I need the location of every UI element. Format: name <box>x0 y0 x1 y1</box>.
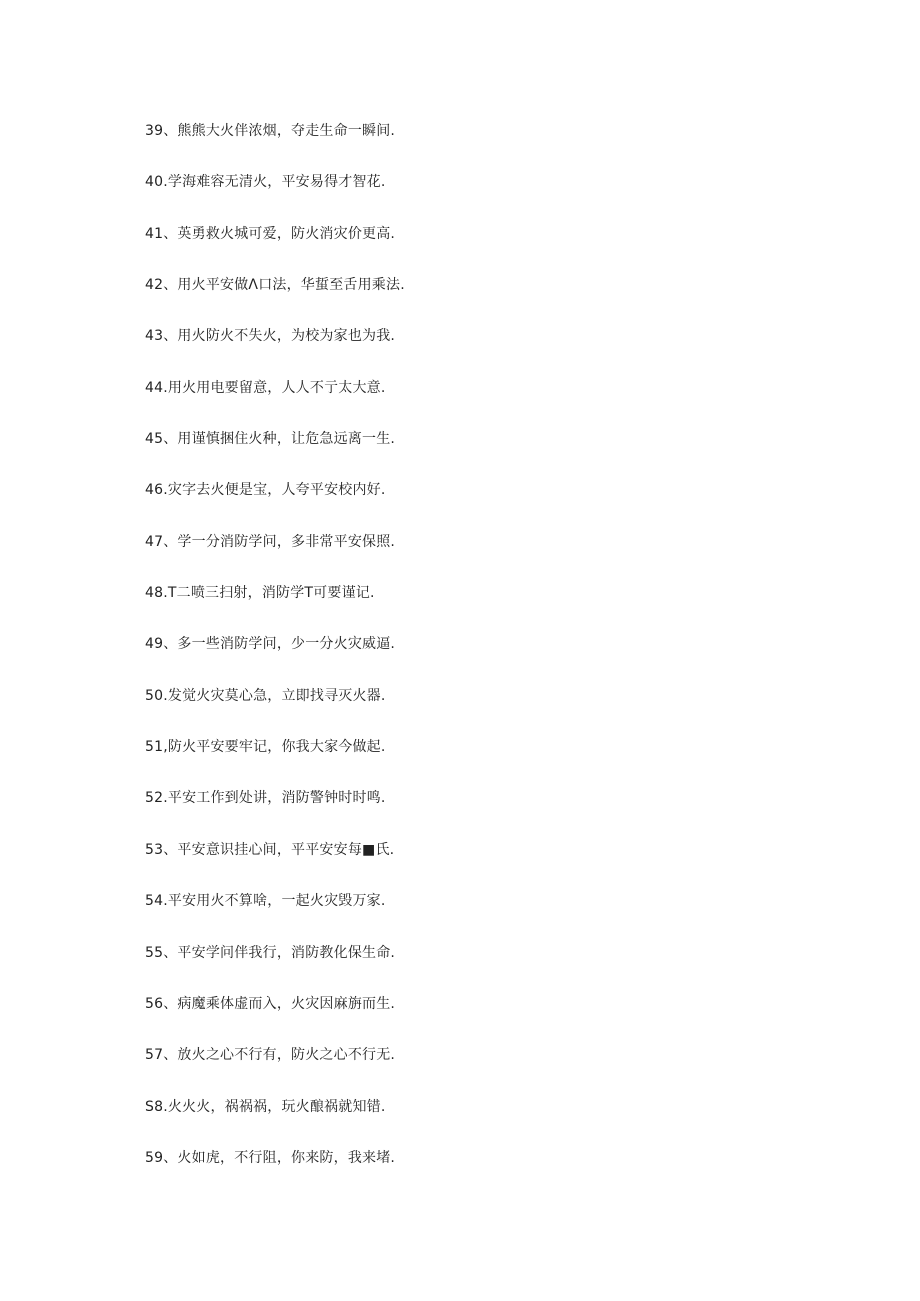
slogan-line: 40.学海难容无清火，平安易得才智花. <box>145 174 386 191</box>
slogan-line: 55、平安学问伴我行，消防教化保生命. <box>145 944 396 961</box>
slogan-line: 57、放火之心不行有，防火之心不行无. <box>145 1047 396 1064</box>
slogan-line: 44.用火用电要留意，人人不亍太大意. <box>145 379 386 396</box>
slogan-line: 56、病魔乘体虚而入，火灾因麻旃而生. <box>145 995 396 1012</box>
slogan-line: 43、用火防火不失火，为校为家也为我. <box>145 328 396 345</box>
slogan-line: 49、多一些消防学问，少一分火灾威逼. <box>145 636 396 653</box>
slogan-line: 47、学一分消防学问，多非常平安保照. <box>145 533 396 550</box>
slogan-line: 45、用谨慎捆住火种，让危急远离一生. <box>145 431 396 448</box>
slogan-line: 53、平安意识挂心间，平平安安每■氏. <box>145 841 395 858</box>
slogan-line: 41、英勇救火城可爱，防火消灾价更高. <box>145 225 396 242</box>
slogan-line: 42、用火平安做Λ口法，华蜇至舌用乘法. <box>145 277 405 294</box>
slogan-line: 59、火如虎，不行阻，你来防，我来堵. <box>145 1149 396 1166</box>
slogan-line: 51,防火平安要牢记，你我大家今做起. <box>145 739 386 756</box>
slogan-line: 52.平安工作到处讲，消防警钟时时鸣. <box>145 790 386 807</box>
slogan-line: 54.平安用火不算啥，一起火灾毁万家. <box>145 893 386 910</box>
slogan-line: 50.发觉火灾莫心急，立即找寻灭火器. <box>145 687 386 704</box>
slogan-line: 39、熊熊大火伴浓烟，夺走生命一瞬间. <box>145 123 396 139</box>
slogan-line: 46.灾字去火便是宝，人夸平安校内好. <box>145 482 386 499</box>
slogan-list <box>145 121 405 1199</box>
slogan-line: S8.火火火，祸祸祸，玩火酿祸就知错. <box>145 1098 386 1115</box>
slogan-line: 48.T二喷三扫射，消防学T可要谨记. <box>145 585 375 602</box>
